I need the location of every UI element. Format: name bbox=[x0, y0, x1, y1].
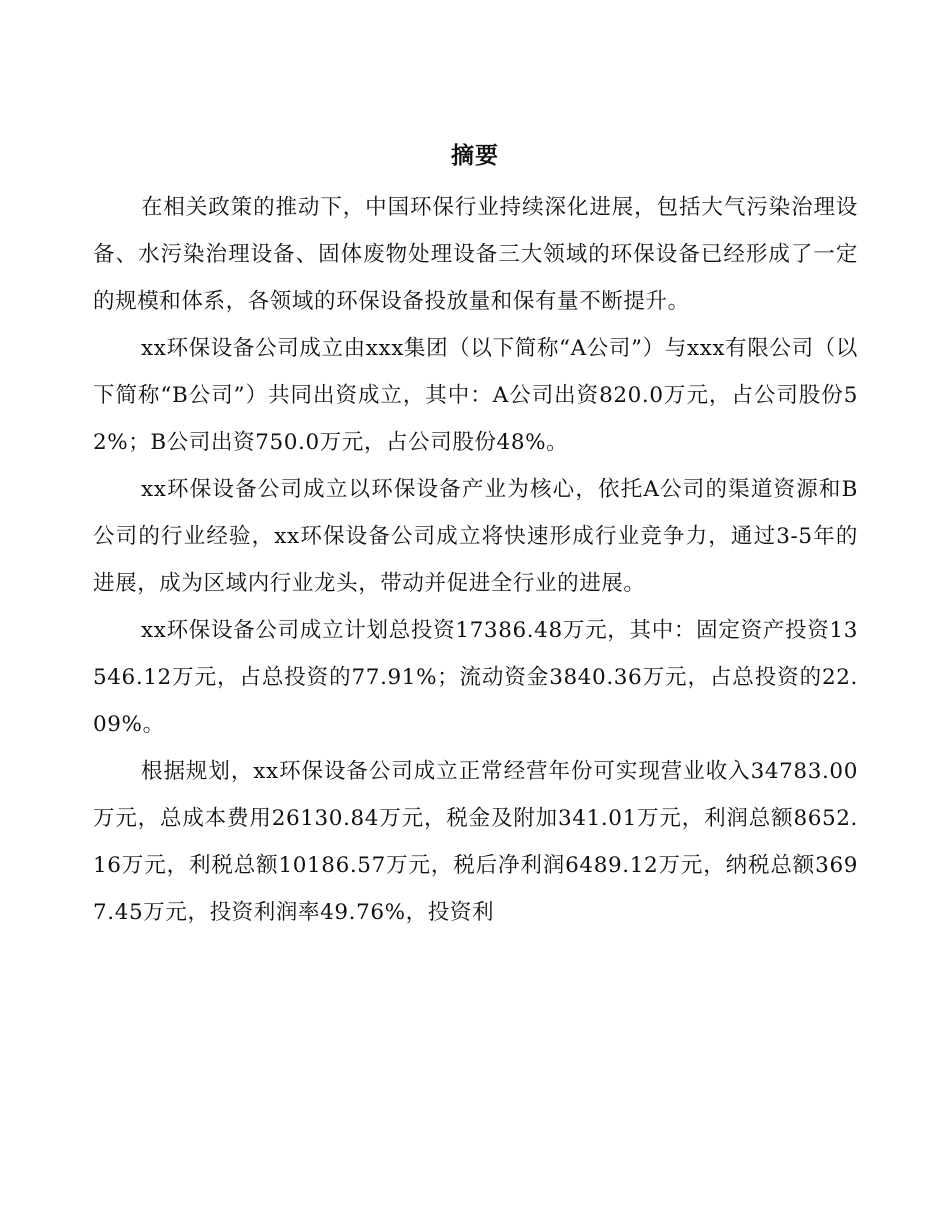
paragraph-shareholding: xx环保设备公司成立由xxx集团（以下简称“A公司”）与xxx有限公司（以下简称“B公司”）共同出资成立，其中：A公司出资820.0万元，占公司股份52%；B公司出资750.0万元，占公司股份48%。 bbox=[93, 336, 858, 455]
paragraph-investment: xx环保设备公司成立计划总投资17386.48万元，其中：固定资产投资13546.12万元，占总投资的77.91%；流动资金3840.36万元，占总投资的22.09%。 bbox=[93, 618, 858, 737]
paragraph-policy-background: 在相关政策的推动下，中国环保行业持续深化进展，包括大气污染治理设备、水污染治理设备、固体废物处理设备三大领域的环保设备已经形成了一定的规模和体系，各领域的环保设备投放量和保有量不断提升。 bbox=[93, 195, 858, 314]
document-body bbox=[93, 184, 858, 936]
paragraph-financials: 根据规划，xx环保设备公司成立正常经营年份可实现营业收入34783.00万元，总成本费用26130.84万元，税金及附加341.01万元，利润总额8652.16万元，利税总额10186.57万元，税后净利润6489.12万元，纳税总额3697.45万元，投资利润率49.76%，投资利 bbox=[93, 759, 858, 925]
page-title: 摘要 bbox=[451, 142, 499, 169]
paragraph-strategy: xx环保设备公司成立以环保设备产业为核心，依托A公司的渠道资源和B公司的行业经验，xx环保设备公司成立将快速形成行业竞争力，通过3-5年的进展，成为区域内行业龙头，带动并促进全行业的进展。 bbox=[93, 477, 858, 596]
